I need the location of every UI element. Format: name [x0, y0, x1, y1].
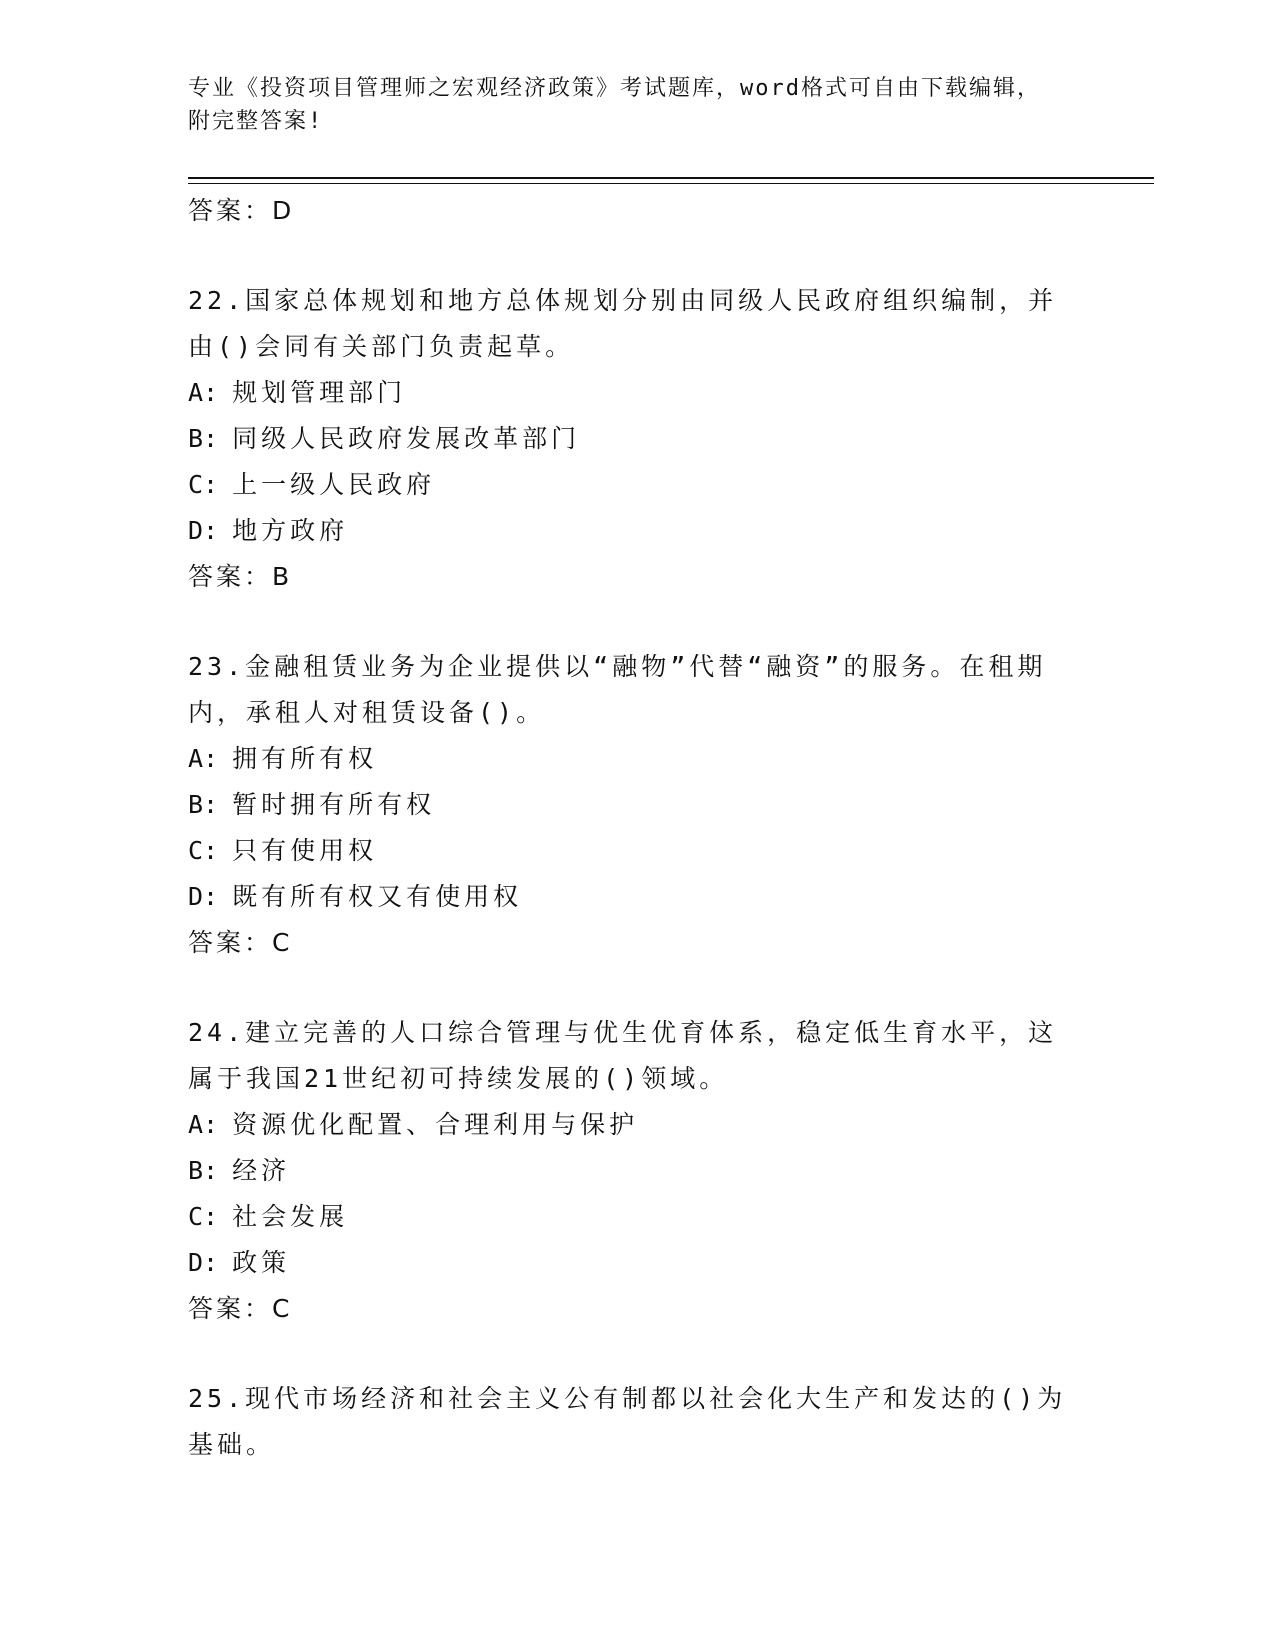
answer-value: B [272, 562, 293, 591]
option-a [188, 1102, 1068, 1148]
option-text: 暂时拥有所有权 [232, 790, 436, 819]
question-24 [188, 1010, 1068, 1332]
header-divider-thin [188, 183, 1154, 184]
option-letter: B: [188, 1156, 219, 1185]
document-header [188, 72, 1088, 138]
answer-value: C [272, 928, 293, 957]
option-letter: A: [188, 378, 219, 407]
question-stem: 22.国家总体规划和地方总体规划分别由同级人民政府组织编制，并由()会同有关部门负责起草。 [188, 286, 1058, 361]
answer-line [188, 1286, 1068, 1332]
question-25 [188, 1376, 1068, 1468]
option-a [188, 736, 1068, 782]
answer-value: C [272, 1294, 293, 1323]
option-b [188, 1148, 1068, 1194]
option-text: 同级人民政府发展改革部门 [232, 424, 581, 453]
option-c [188, 1194, 1068, 1240]
option-letter: D: [188, 516, 219, 545]
question-23 [188, 644, 1068, 966]
option-text: 经济 [232, 1156, 291, 1185]
option-letter: A: [188, 1110, 219, 1139]
option-letter: A: [188, 744, 219, 773]
option-d [188, 1240, 1068, 1286]
question-stem: 23.金融租赁业务为企业提供以“融物”代替“融资”的服务。在租期内，承租人对租赁设备()。 [188, 652, 1047, 727]
option-text: 地方政府 [232, 516, 349, 545]
option-c [188, 828, 1068, 874]
option-text: 拥有所有权 [232, 744, 378, 773]
option-a [188, 370, 1068, 416]
option-c [188, 462, 1068, 508]
question-22 [188, 278, 1068, 600]
answer-line [188, 554, 1068, 600]
option-text: 上一级人民政府 [232, 470, 436, 499]
header-line-2: 附完整答案! [188, 109, 324, 134]
option-letter: D: [188, 882, 219, 911]
option-text: 社会发展 [232, 1202, 349, 1231]
option-b [188, 782, 1068, 828]
answer-label: 答案： [188, 562, 273, 591]
answer-line [188, 188, 1068, 234]
question-stem: 24.建立完善的人口综合管理与优生优育体系，稳定低生育水平，这属于我国21世纪初可持续发展的()领域。 [188, 1018, 1058, 1093]
option-letter: B: [188, 790, 219, 819]
option-letter: B: [188, 424, 219, 453]
option-d [188, 874, 1068, 920]
option-letter: C: [188, 470, 219, 499]
option-text: 只有使用权 [232, 836, 378, 865]
document-body [188, 188, 1068, 1468]
option-letter: C: [188, 836, 219, 865]
header-line-1: 专业《投资项目管理师之宏观经济政策》考试题库，word格式可自由下载编辑， [188, 76, 1041, 101]
option-text: 政策 [232, 1248, 291, 1277]
option-letter: D: [188, 1248, 219, 1277]
answer-label: 答案： [188, 1294, 273, 1323]
answer-value: D [272, 196, 295, 225]
option-d [188, 508, 1068, 554]
answer-line [188, 920, 1068, 966]
answer-label: 答案： [188, 196, 273, 225]
option-letter: C: [188, 1202, 219, 1231]
question-stem: 25.现代市场经济和社会主义公有制都以社会化大生产和发达的()为基础。 [188, 1384, 1067, 1459]
answer-label: 答案： [188, 928, 273, 957]
option-text: 规划管理部门 [232, 378, 407, 407]
option-text: 资源优化配置、合理利用与保护 [232, 1110, 639, 1139]
option-text: 既有所有权又有使用权 [232, 882, 523, 911]
header-divider-thick [188, 177, 1154, 179]
option-b [188, 416, 1068, 462]
